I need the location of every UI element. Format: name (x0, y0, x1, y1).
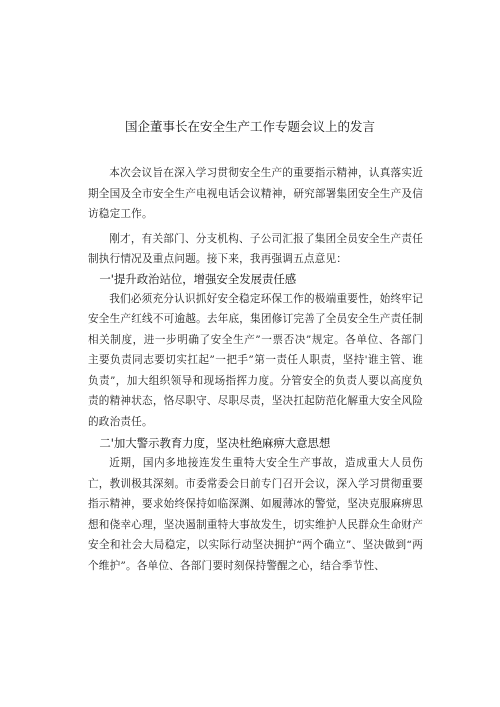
section-heading-1: 一'提升政治站位，增强安全发展责任感 (99, 271, 297, 286)
section-text-1: 我们必须充分认识抓好安全稳定环保工作的极端重要性，始终牢记安全生产红线不可逾越。去年底，集团修订完善了全员安全生产责任制相关制度，进一步明确了安全生产”一票否决”规定。各单位、各部门主要负责同志要切实扛起”一把手”第一责任人职责，坚持'谁主管、谁负责”，加大组织领导和现场指挥力度。分管安全的负责人要以高度负责的精神状态，恪尽职守、尽职尽责，坚决扛起防范化解重大安全风险的政治责任。 (88, 292, 423, 428)
document-body (88, 163, 423, 576)
section-heading-2: 二'加大警示教育力度，坚决杜绝麻痹大意思想 (99, 436, 331, 450)
section-text-2: 近期，国内多地接连发生重特大安全生产事故，造成重大人员伤亡，教训极其深刻。市委常委会日前专门召开会议，深入学习贯彻重要指示精神，要求始终保持如临深渊、如履薄冰的警觉，坚决克服麻痹思想和侥幸心理，坚决遏制重特大事故发生，切实维护人民群众生命财产安全和社会大局稳定，以实际行动坚决拥护“两个确立”、坚决做到“两个维护”。各单位、各部门要时刻保持警醒之心，结合季节性、 (88, 457, 423, 572)
summary-paragraph: 刚才，有关部门、分支机构、子公司汇报了集团全员安全生产责任制执行情况及重点问题。接下来，我再强调五点意见： (88, 232, 423, 265)
document-title: 国企董事长在安全生产工作专题会议上的发言 (124, 119, 375, 134)
intro-paragraph: 本次会议旨在深入学习贯彻安全生产的重要指示精神，认真落实近期全国及全市安全生产电视电话会议精神，研究部署集团安全生产及信访稳定工作。 (88, 167, 423, 220)
